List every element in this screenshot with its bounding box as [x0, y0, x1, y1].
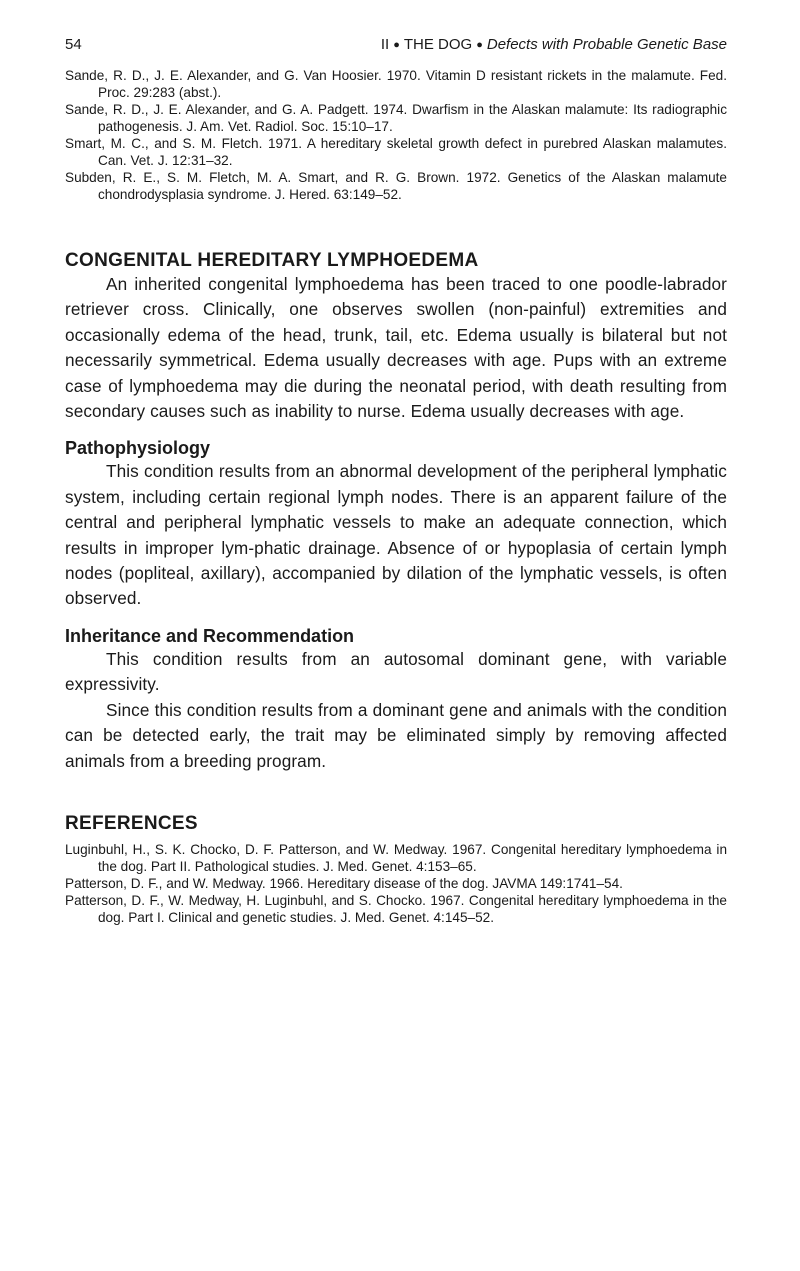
bullet-icon: ● [393, 39, 400, 51]
intro-paragraph: An inherited congenital lymphoedema has been traced to one poodle-labrador retriever cross. Clinically, one observes swollen (non-painful) extremities and occasionally edema of the head, trunk, tail, etc. Edema usually is bilateral but not necessarily symmetrical. Edema usually decreases with age. Pups with an extreme case of lymphoedema may die during the neonatal period, with death resulting from secondary causes such as inability to nurse. Edema usually decreases with age. [65, 274, 727, 422]
inheritance-paragraph-2: Since this condition results from a dominant gene and animals with the condition can be detected early, the trait may be eliminated simply by removing affected animals from a breeding program. [65, 699, 727, 771]
reference-item: Smart, M. C., and S. M. Fletch. 1971. A hereditary skeletal growth defect in purebred Alaskan malamutes. Can. Vet. J. 12:31–32. [65, 136, 727, 168]
pathophysiology-heading: Pathophysiology [65, 438, 211, 459]
chapter-title: Defects with Probable Genetic Base [486, 36, 727, 53]
pathophysiology-paragraph: This condition results from an abnormal development of the peripheral lymphatic system, including certain regional lymph nodes. There is an apparent failure of the central and peripheral lymphatic vessels to make an adequate connection, which results in improper lym-phatic drainage. Absence of or hypoplasia of certain lymph nodes (popliteal, axillary), accompanied by dilation of the lymphatic vessels, is often observed. [65, 461, 727, 609]
reference-item: Subden, R. E., S. M. Fletch, M. A. Smart, and R. G. Brown. 1972. Genetics of the Alaskan malamute chondrodysplasia syndrome. J. Hered. 63:149–52. [65, 170, 727, 202]
running-title [381, 36, 727, 53]
reference-list [65, 841, 727, 926]
part-number: II [380, 36, 390, 53]
reference-item: Sande, R. D., J. E. Alexander, and G. Van Hoosier. 1970. Vitamin D resistant rickets in the malamute. Fed. Proc. 29:283 (abst.). [65, 68, 727, 100]
section-title: CONGENITAL HEREDITARY LYMPHOEDEMA [65, 250, 479, 271]
running-head [65, 36, 727, 53]
reference-item: Luginbuhl, H., S. K. Chocko, D. F. Patterson, and W. Medway. 1967. Congenital hereditary lymphoedema in the dog. Part II. Pathological studies. J. Med. Genet. 4:153–65. [65, 841, 727, 874]
page [65, 36, 727, 926]
reference-item: Patterson, D. F., and W. Medway. 1966. Hereditary disease of the dog. JAVMA 149:1741–54. [65, 875, 623, 891]
bullet-icon: ● [476, 39, 483, 51]
page-number: 54 [65, 36, 82, 53]
inheritance-paragraph-1: This condition results from an autosomal dominant gene, with variable expressivity. [65, 648, 727, 695]
book-title: THE DOG [403, 36, 473, 53]
references-heading: REFERENCES [65, 812, 198, 834]
reference-item: Sande, R. D., J. E. Alexander, and G. A. Padgett. 1974. Dwarfism in the Alaskan malamute: Its radiographic pathogenesis. J. Am. Vet. Radiol. Soc. 15:10–17. [65, 102, 727, 134]
reference-item: Patterson, D. F., W. Medway, H. Luginbuhl, and S. Chocko. 1967. Congenital hereditary lymphoedema in the dog. Part I. Clinical and genetic studies. J. Med. Genet. 4:145–52. [65, 892, 727, 925]
inheritance-heading: Inheritance and Recommendation [65, 625, 355, 646]
top-reference-list [65, 67, 727, 203]
